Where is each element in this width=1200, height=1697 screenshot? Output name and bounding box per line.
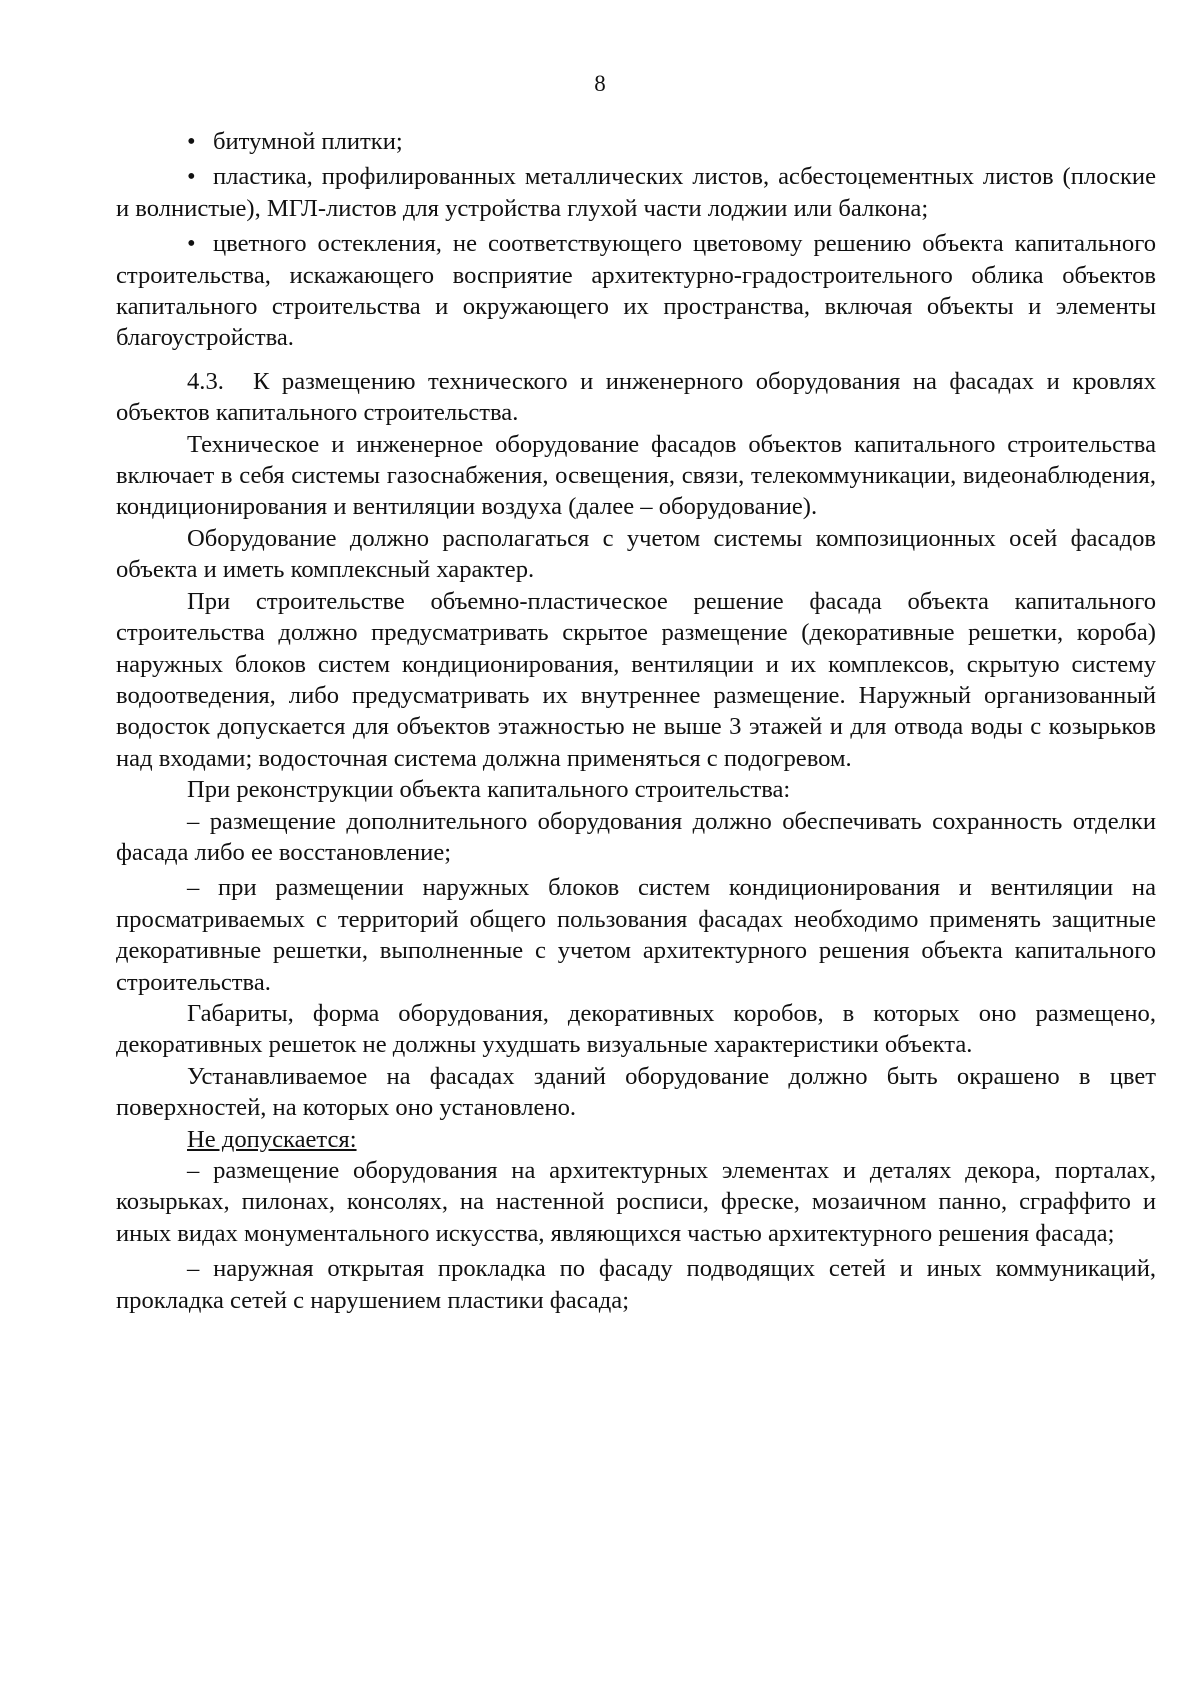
paragraph: При реконструкции объекта капитального строительства: [187,776,791,804]
bullet-item [116,161,1156,224]
prohibited-heading-text: Не допускается: [187,1125,357,1153]
document-body [116,126,1156,1316]
prohibited-heading [116,1124,1156,1155]
page-number: 8 [594,71,606,96]
paragraph: Техническое и инженерное оборудование фасадов объектов капитального строительства включает в себя системы газоснабжения, освещения, связи, телекоммуникации, видеонаблюдения, кондиционирования и вентиляции воздуха (далее – оборудование). [116,430,1156,521]
section-number: 4.3. [187,367,224,395]
paragraph: При строительстве объемно-пластическое решение фасада объекта капитального строительства должно предусматривать скрытое размещение (декоративные решетки, короба) наружных блоков систем кондиционирования, вентиляции и их комплексов, скрытую систему водоотведения, либо предусматривать их внутреннее размещение. Наружный организованный водосток допускается для объектов этажностью не выше 3 этажей и для отвода воды с козырьков над входами; водосточная система должна применяться с подогревом. [116,587,1156,772]
list-item: – при размещении наружных блоков систем кондиционирования и вентиляции на просматриваемых с территорий общего пользования фасадах необходимо применять защитные декоративные решетки, выполненные с учетом архитектурного решения объекта капитального строительства. [116,874,1156,996]
paragraph: Устанавливаемое на фасадах зданий оборудование должно быть окрашено в цвет поверхностей, на которых оно установлено. [116,1062,1156,1122]
bullet-item [116,228,1156,354]
list-item: – наружная открытая прокладка по фасаду подводящих сетей и иных коммуникаций, прокладка сетей с нарушением пластики фасада; [116,1255,1156,1314]
bullet-icon: • [187,128,196,155]
bullet-icon: • [187,230,196,258]
bullet-text: битумной плитки; [213,128,403,155]
paragraph: Оборудование должно располагаться с учетом системы композиционных осей фасадов объекта и иметь комплексный характер. [116,524,1156,584]
bullet-icon: • [187,163,196,191]
paragraph: Габариты, форма оборудования, декоративных коробов, в которых оно размещено, декоративных решеток не должны ухудшать визуальные характеристики объекта. [116,999,1156,1059]
section-title: К размещению технического и инженерного оборудования на фасадах и кровлях объектов капитального строительства. [116,367,1156,427]
list-item: – размещение оборудования на архитектурных элементах и деталях декора, порталах, козырьках, пилонах, консолях, на настенной росписи, фреске, мозаичном панно, сграффито и иных видах монументального искусства, являющихся частью архитектурного решения фасада; [116,1157,1156,1247]
bullet-text: пластика, профилированных металлических листов, асбестоцементных листов (плоские и волнистые), МГЛ-листов для устройства глухой части лоджии или балкона; [116,163,1156,222]
bullet-item [116,126,1156,157]
bullet-text: цветного остекления, не соответствующего цветовому решению объекта капитального строительства, искажающего восприятие архитектурно-градостроительного облика объектов капитального строительства и окружающего их пространства, включая объекты и элементы благоустройства. [116,230,1156,352]
list-item: – размещение дополнительного оборудования должно обеспечивать сохранность отделки фасада либо ее восстановление; [116,807,1156,866]
section-heading [116,366,1156,429]
